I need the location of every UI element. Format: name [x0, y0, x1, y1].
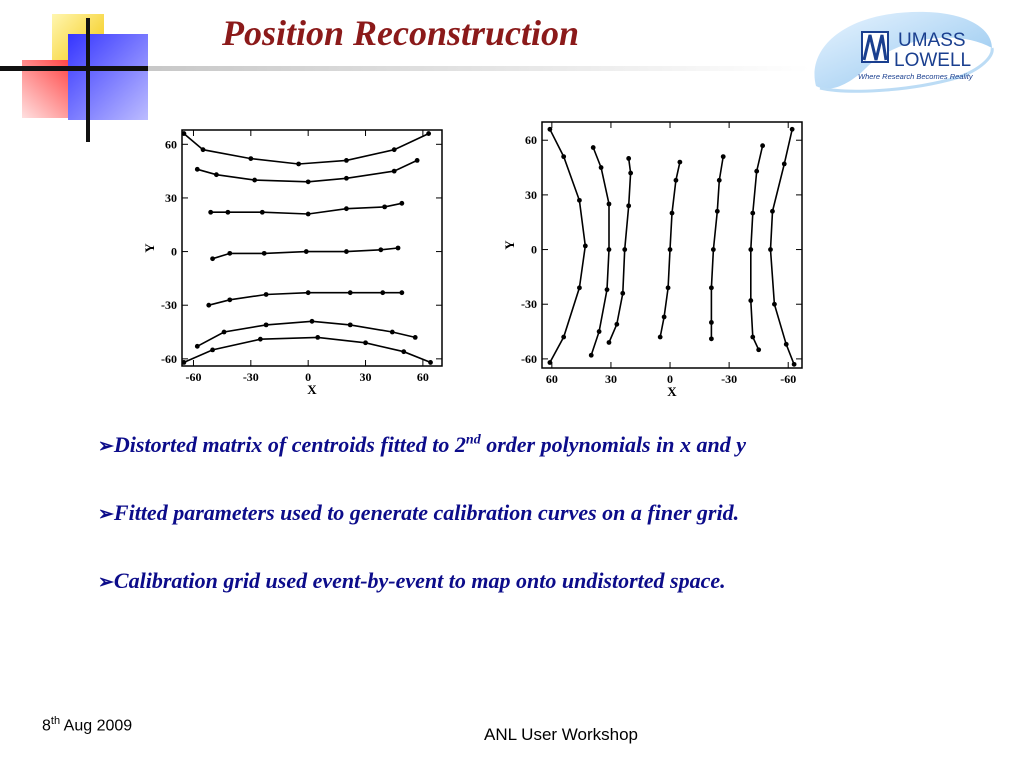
left-plot-x-tick-label: 30: [359, 370, 372, 384]
logo-text-umass: UMASS: [898, 30, 966, 51]
logo-tagline: Where Research Becomes Reality: [858, 72, 973, 81]
left-plot-data-point: [195, 167, 200, 172]
right-plot-data-point: [792, 362, 797, 367]
right-plot-data-point: [658, 335, 663, 340]
bullet-arrow-icon: ➢: [98, 572, 114, 593]
right-plot-data-point: [561, 335, 566, 340]
right-plot-data-point: [709, 285, 714, 290]
left-plot-data-point: [396, 246, 401, 251]
title-rule-dark: [0, 66, 148, 71]
bullet-arrow-icon: ➢: [98, 504, 114, 525]
left-plot-data-point: [208, 210, 213, 215]
left-plot-data-point: [264, 322, 269, 327]
left-plot-data-point: [399, 201, 404, 206]
right-plot-data-point: [711, 247, 716, 252]
right-plot-series-line-2: [591, 148, 609, 356]
right-plot-series-line-1: [550, 129, 585, 362]
left-plot-y-tick-label: -60: [161, 351, 177, 366]
right-plot-y-tick-label: 30: [525, 187, 537, 202]
right-plot-y-tick-label: 60: [525, 133, 537, 148]
slide-title: Position Reconstruction: [222, 13, 580, 53]
right-plot-data-point: [547, 127, 552, 132]
left-plot-data-point: [380, 290, 385, 295]
left-plot-y-tick-label: 0: [171, 244, 177, 259]
left-plot-data-point: [413, 335, 418, 340]
left-plot-y-tick-label: 30: [165, 190, 177, 205]
right-plot-data-point: [597, 329, 602, 334]
right-plot-data-point: [583, 244, 588, 249]
right-plot-data-point: [721, 154, 726, 159]
bullet-1-text-end: order polynomials in x and y: [480, 432, 746, 457]
right-plot-y-tick-label: 0: [531, 242, 537, 257]
left-plot-x-tick-label: 60: [416, 370, 429, 384]
left-plot-data-point: [344, 158, 349, 163]
right-plot-data-point: [709, 336, 714, 341]
left-plot-data-point: [306, 179, 311, 184]
bullet-1-text: Distorted matrix of centroids fitted to 2: [113, 432, 466, 457]
right-plot-data-point: [577, 285, 582, 290]
left-plot-data-point: [428, 360, 433, 365]
bullet-2-text: Fitted parameters used to generate calibration curves on a finer grid.: [113, 500, 740, 525]
right-plot-data-point: [620, 291, 625, 296]
right-plot-data-point: [607, 202, 612, 207]
left-plot-data-point: [399, 290, 404, 295]
right-plot-data-point: [748, 247, 753, 252]
left-plot-data-point: [296, 162, 301, 167]
right-plot-data-point: [784, 342, 789, 347]
blue-square: [68, 34, 148, 120]
footer-date-rest: Aug 2009: [60, 717, 133, 735]
right-plot-data-point: [662, 315, 667, 320]
left-plot-data-point: [214, 172, 219, 177]
left-plot-x-tick-label: -60: [185, 370, 202, 384]
left-plot-data-point: [210, 348, 215, 353]
right-plot-x-tick-label: -30: [721, 372, 738, 386]
left-plot-data-point: [426, 131, 431, 136]
bullet-3: [98, 568, 726, 594]
footer-date-suffix: th: [50, 715, 61, 727]
left-plot-data-point: [401, 349, 406, 354]
vertical-rule: [86, 18, 90, 142]
right-plot-data-point: [756, 347, 761, 352]
left-plot-data-point: [182, 131, 187, 136]
left-plot-data-point: [415, 158, 420, 163]
left-plot-data-point: [382, 204, 387, 209]
footer-date: [42, 715, 132, 735]
left-plot-data-point: [260, 210, 265, 215]
right-plot-data-point: [589, 353, 594, 358]
right-plot-data-point: [547, 360, 552, 365]
bullet-2: [98, 500, 739, 526]
left-plot-data-point: [378, 247, 383, 252]
left-plot-data-point: [344, 206, 349, 211]
left-plot-data-point: [348, 290, 353, 295]
left-plot-frame: [182, 130, 442, 366]
left-plot-data-point: [227, 251, 232, 256]
left-plot-data-point: [182, 360, 187, 365]
left-plot-y-axis-label: Y: [142, 243, 157, 253]
right-plot-y-axis-label: Y: [502, 240, 517, 250]
left-plot-data-point: [222, 330, 227, 335]
left-plot-x-axis-label: X: [307, 382, 317, 396]
logo-text-lowell: LOWELL: [894, 50, 972, 71]
left-plot-data-point: [344, 176, 349, 181]
right-plot-y-tick-label: -60: [521, 351, 537, 366]
left-plot-data-point: [210, 256, 215, 261]
right-plot-data-point: [622, 247, 627, 252]
distorted-columns-plot: [500, 112, 810, 396]
right-plot-x-tick-label: 60: [545, 372, 558, 386]
left-plot-data-point: [195, 344, 200, 349]
right-plot-data-point: [591, 145, 596, 150]
left-plot-series-line-3: [211, 203, 402, 214]
bullet-arrow-icon: ➢: [98, 436, 114, 457]
distorted-rows-plot: [140, 120, 450, 396]
right-plot-data-point: [677, 160, 682, 165]
left-plot-data-point: [315, 335, 320, 340]
left-plot-data-point: [306, 290, 311, 295]
right-plot-x-tick-label: 0: [667, 372, 674, 386]
left-plot-data-point: [390, 330, 395, 335]
left-plot-data-point: [252, 178, 257, 183]
right-plot-data-point: [709, 320, 714, 325]
left-plot-data-point: [363, 340, 368, 345]
right-plot-data-point: [754, 169, 759, 174]
right-plot-data-point: [614, 322, 619, 327]
right-plot-data-point: [772, 302, 777, 307]
bullet-3-text: Calibration grid used event-by-event to map onto undistorted space.: [113, 568, 726, 593]
bullet-1: [98, 432, 746, 458]
right-plot-data-point: [748, 298, 753, 303]
right-plot-data-point: [561, 154, 566, 159]
footer-date-day: 8: [42, 717, 51, 735]
right-plot-data-point: [670, 211, 675, 216]
right-plot-y-tick-label: -30: [521, 297, 537, 312]
left-plot-data-point: [225, 210, 230, 215]
right-plot-data-point: [626, 156, 631, 161]
left-plot-data-point: [248, 156, 253, 161]
left-plot-data-point: [262, 251, 267, 256]
left-plot-data-point: [227, 297, 232, 302]
left-plot-y-tick-label: 60: [165, 137, 177, 152]
right-plot-data-point: [599, 165, 604, 170]
right-plot-data-point: [768, 247, 773, 252]
right-plot-data-point: [782, 162, 787, 167]
right-plot-data-point: [750, 211, 755, 216]
right-plot-data-point: [626, 203, 631, 208]
left-plot-data-point: [344, 249, 349, 254]
right-plot-data-point: [577, 198, 582, 203]
bullet-1-superscript: nd: [465, 432, 481, 448]
right-plot-data-point: [674, 178, 679, 183]
right-plot-data-point: [628, 171, 633, 176]
left-plot-series-line-7: [184, 337, 431, 362]
left-plot-data-point: [310, 319, 315, 324]
left-plot-data-point: [264, 292, 269, 297]
right-plot-data-point: [668, 247, 673, 252]
left-plot-data-point: [348, 322, 353, 327]
left-plot-data-point: [392, 147, 397, 152]
right-plot-data-point: [770, 209, 775, 214]
left-plot-data-point: [258, 337, 263, 342]
right-plot-data-point: [717, 178, 722, 183]
right-plot-series-line-6: [751, 146, 763, 350]
left-plot-series-line-6: [197, 321, 415, 346]
left-plot-y-tick-label: -30: [161, 298, 177, 313]
right-plot-series-line-3: [609, 158, 631, 342]
right-plot-data-point: [605, 287, 610, 292]
left-plot-data-point: [206, 303, 211, 308]
left-plot-series-line-5: [209, 293, 402, 306]
footer-event: ANL User Workshop: [484, 725, 638, 744]
right-plot-data-point: [750, 335, 755, 340]
left-plot-data-point: [392, 169, 397, 174]
right-plot-data-point: [666, 285, 671, 290]
right-plot-data-point: [607, 247, 612, 252]
right-plot-x-axis-label: X: [667, 384, 677, 396]
left-plot-x-tick-label: 0: [305, 370, 312, 384]
right-plot-data-point: [790, 127, 795, 132]
left-plot-series-line-1: [184, 134, 429, 164]
right-plot-frame: [542, 122, 802, 368]
left-plot-data-point: [306, 212, 311, 217]
left-plot-data-point: [201, 147, 206, 152]
left-plot-x-tick-label: -30: [242, 370, 259, 384]
umass-lowell-logo: [806, 8, 996, 94]
right-plot-data-point: [760, 143, 765, 148]
left-plot-data-point: [304, 249, 309, 254]
right-plot-x-tick-label: 30: [604, 372, 617, 386]
right-plot-x-tick-label: -60: [780, 372, 797, 386]
right-plot-data-point: [607, 340, 612, 345]
right-plot-data-point: [715, 209, 720, 214]
